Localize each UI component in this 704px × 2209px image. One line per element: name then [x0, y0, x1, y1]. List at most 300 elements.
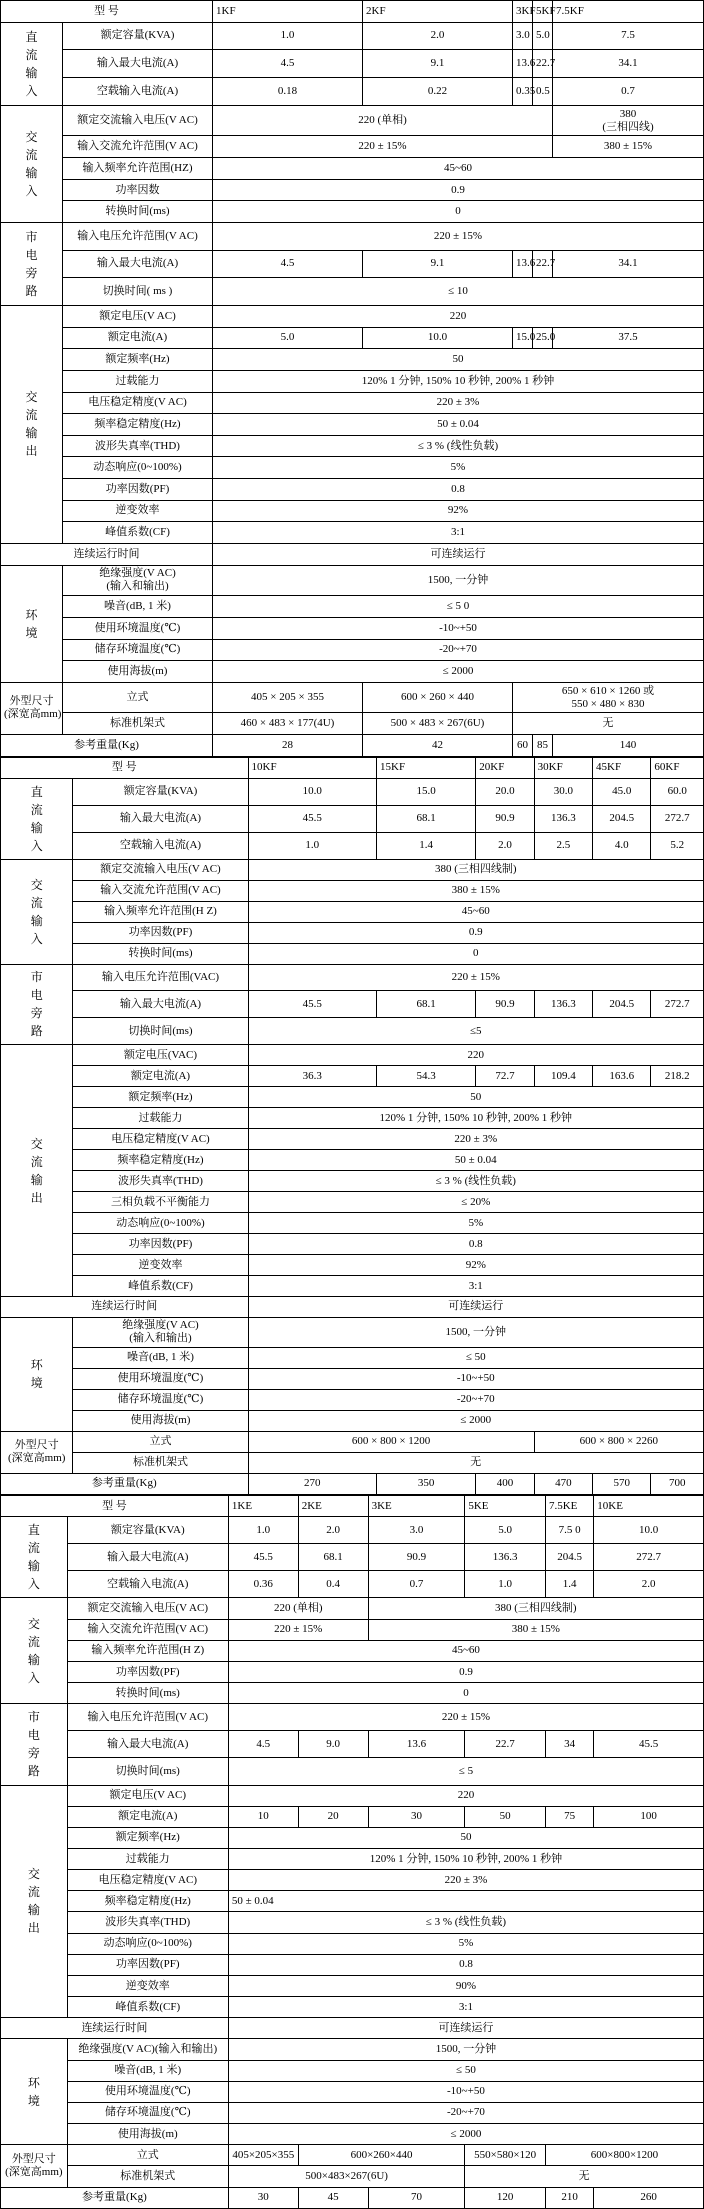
runtime-value: 可连续运行: [228, 2018, 703, 2039]
model-col-header: 7.5KE: [545, 1496, 593, 1517]
value-cell: 1500, 一分钟: [248, 1317, 703, 1347]
value-cell: 1.0: [465, 1571, 546, 1598]
table-row: [1, 2102, 704, 2123]
value-cell: 50: [465, 1806, 546, 1827]
spec-table-t1: [0, 0, 704, 757]
table-row: [1, 859, 704, 880]
param-label: 功率因数(PF): [73, 1234, 248, 1255]
value-cell: 218.2: [651, 1066, 704, 1087]
value-cell: 220 ± 15%: [228, 1619, 368, 1640]
value-cell: 3.0: [368, 1517, 465, 1544]
param-label: 输入最大电流(A): [63, 50, 213, 78]
value-cell: 1.0: [228, 1517, 298, 1544]
model-col-header: 7.5KF: [553, 1, 704, 23]
model-header: 型 号: [1, 758, 249, 779]
value-cell: 4.5: [228, 1731, 298, 1758]
weight-value: 120: [465, 2187, 546, 2209]
table-row: [1, 2166, 704, 2187]
value-cell: -10~+50: [248, 1368, 703, 1389]
table-row: [1, 832, 704, 859]
value-cell: 0.35: [513, 78, 533, 106]
value-cell: 0.22: [363, 78, 513, 106]
table-row: [1, 158, 704, 180]
value-cell: 34.1: [553, 50, 704, 78]
table-row: [1, 778, 704, 805]
param-label: 噪音(dB, 1 米): [73, 1347, 248, 1368]
table-row: [1, 1870, 704, 1891]
ac-output-category: 交 流 输 出: [1, 306, 63, 544]
value-cell: 3:1: [213, 522, 704, 544]
value-cell: 20: [298, 1806, 368, 1827]
param-label: 绝缘强度(V AC) (输入和输出): [73, 1317, 248, 1347]
table-row: [1, 880, 704, 901]
value-cell: 50: [228, 1827, 703, 1848]
param-label: 额定交流输入电压(V AC): [63, 105, 213, 136]
value-cell: 0.9: [248, 922, 703, 943]
value-cell: 550×580×120: [465, 2145, 546, 2166]
weight-value: 70: [368, 2187, 465, 2209]
param-label: 波形失真率(THD): [73, 1171, 248, 1192]
value-cell: 2.0: [594, 1571, 704, 1598]
value-cell: 2.0: [476, 832, 534, 859]
weight-value: 85: [533, 735, 553, 757]
model-col-header: 5KF: [533, 1, 553, 23]
value-cell: 13.6: [513, 50, 533, 78]
param-label: 过载能力: [67, 1849, 228, 1870]
value-cell: 50 ± 0.04: [228, 1891, 703, 1912]
runtime-label: 连续运行时间: [1, 2018, 229, 2039]
param-label: 使用海拔(m): [67, 2124, 228, 2145]
value-cell: 2.0: [298, 1517, 368, 1544]
value-cell: 460 × 483 × 177(4U): [213, 713, 363, 735]
bypass-category: 市 电 旁 路: [1, 222, 63, 305]
table-row: [1, 306, 704, 328]
value-cell: 220 ± 15%: [248, 964, 703, 991]
value-cell: 60.0: [651, 778, 704, 805]
param-label: 电压稳定精度(V AC): [73, 1129, 248, 1150]
table-row: [1, 617, 704, 639]
value-cell: 50 ± 0.04: [248, 1150, 703, 1171]
model-col-header: 30KF: [534, 758, 592, 779]
value-cell: 7.5 0: [545, 1517, 593, 1544]
param-label: 额定电压(V AC): [63, 306, 213, 328]
value-cell: 600×260×440: [298, 2145, 465, 2166]
param-label: 输入交流允许范围(V AC): [67, 1619, 228, 1640]
value-cell: 500 × 483 × 267(6U): [363, 713, 513, 735]
param-label: 额定容量(KVA): [67, 1517, 228, 1544]
model-col-header: 15KF: [377, 758, 476, 779]
param-label: 动态响应(0~100%): [67, 1933, 228, 1954]
param-label: 额定交流输入电压(V AC): [73, 859, 248, 880]
table-row: [1, 500, 704, 522]
table-row: [1, 1975, 704, 1996]
param-label: 功率因数(PF): [67, 1954, 228, 1975]
value-cell: 5%: [228, 1933, 703, 1954]
param-label: 额定交流输入电压(V AC): [67, 1598, 228, 1619]
weight-value: 42: [363, 735, 513, 757]
param-label: 输入最大电流(A): [73, 805, 248, 832]
param-label: 频率稳定精度(Hz): [63, 414, 213, 436]
table-row: [1, 1297, 704, 1318]
dc-input-category: 直 流 输 入: [1, 778, 73, 859]
value-cell: 163.6: [593, 1066, 651, 1087]
value-cell: 600×800×1200: [545, 2145, 703, 2166]
value-cell: 1500, 一分钟: [228, 2039, 703, 2060]
table-row: [1, 1087, 704, 1108]
ac-input-category: 交 流 输 入: [1, 1598, 68, 1704]
value-cell: 0: [228, 1683, 703, 1704]
table-row: [1, 1473, 704, 1494]
param-label: 绝缘强度(V AC) (输入和输出): [63, 565, 213, 596]
value-cell: 45.5: [248, 805, 376, 832]
value-cell: 2.0: [363, 22, 513, 50]
dimension-category: 外型尺寸 (深宽高mm): [1, 682, 63, 734]
value-cell: -20~+70: [213, 639, 704, 661]
value-cell: ≤ 50: [228, 2060, 703, 2081]
param-label: 电压稳定精度(V AC): [63, 392, 213, 414]
value-cell: ≤5: [248, 1018, 703, 1045]
weight-value: 350: [377, 1473, 476, 1494]
table-row: [1, 327, 704, 349]
weight-value: 260: [594, 2187, 704, 2209]
param-label: 使用海拔(m): [73, 1410, 248, 1431]
table-row: [1, 713, 704, 735]
table-row: [1, 435, 704, 457]
weight-label: 参考重量(Kg): [1, 2187, 229, 2209]
value-cell: 0.9: [213, 179, 704, 201]
param-label: 空载输入电流(A): [73, 832, 248, 859]
table-row: [1, 78, 704, 106]
weight-value: 60: [513, 735, 533, 757]
table-row: [1, 1731, 704, 1758]
param-label: 输入交流允许范围(V AC): [63, 136, 213, 158]
value-cell: 204.5: [545, 1544, 593, 1571]
dc-input-category: 直 流 输 入: [1, 22, 63, 105]
table-row: [1, 1347, 704, 1368]
value-cell: 68.1: [377, 805, 476, 832]
weight-value: 570: [593, 1473, 651, 1494]
table-row: [1, 735, 704, 757]
table-row: [1, 1704, 704, 1731]
table-row: [1, 543, 704, 565]
table-row: [1, 639, 704, 661]
value-cell: 272.7: [594, 1544, 704, 1571]
param-label: 输入频率允许范围(H Z): [73, 901, 248, 922]
value-cell: 5%: [248, 1213, 703, 1234]
value-cell: 272.7: [651, 805, 704, 832]
spec-table-t3: [0, 1495, 704, 2209]
param-label: 额定容量(KVA): [63, 22, 213, 50]
value-cell: 220: [228, 1785, 703, 1806]
table-row: [1, 1849, 704, 1870]
table-row: [1, 1683, 704, 1704]
value-cell: 4.0: [593, 832, 651, 859]
param-label: 过载能力: [63, 370, 213, 392]
param-label: 三相负载不平衡能力: [73, 1192, 248, 1213]
weight-value: 270: [248, 1473, 376, 1494]
value-cell: 204.5: [593, 805, 651, 832]
table-row: [1, 1891, 704, 1912]
weight-value: 700: [651, 1473, 704, 1494]
value-cell: 220 ± 15%: [213, 222, 704, 250]
value-cell: ≤ 50: [248, 1347, 703, 1368]
value-cell: 92%: [248, 1255, 703, 1276]
value-cell: 22.7: [465, 1731, 546, 1758]
dimension-category: 外型尺寸 (深宽高mm): [1, 1431, 73, 1473]
table-row: [1, 2081, 704, 2102]
model-col-header: 10KF: [248, 758, 376, 779]
param-label: 额定电流(A): [63, 327, 213, 349]
value-cell: 45.5: [248, 991, 376, 1018]
value-cell: 90.9: [368, 1544, 465, 1571]
value-cell: 90%: [228, 1975, 703, 1996]
table-row: [1, 1598, 704, 1619]
table-row: [1, 1452, 704, 1473]
value-cell: 5.0: [213, 327, 363, 349]
value-cell: 68.1: [298, 1544, 368, 1571]
value-cell: 50: [213, 349, 704, 371]
value-cell: 5.0: [533, 22, 553, 50]
table-row: [1, 1496, 704, 1517]
param-label: 输入交流允许范围(V AC): [73, 880, 248, 901]
value-cell: 4.5: [213, 250, 363, 278]
value-cell: 120% 1 分钟, 150% 10 秒钟, 200% 1 秒钟: [248, 1108, 703, 1129]
table-row: [1, 222, 704, 250]
table-row: [1, 661, 704, 683]
value-cell: 5%: [213, 457, 704, 479]
table-row: [1, 1129, 704, 1150]
value-cell: 90.9: [476, 991, 534, 1018]
value-cell: 7.5: [553, 22, 704, 50]
value-cell: 9.0: [298, 1731, 368, 1758]
param-label: 额定电压(VAC): [73, 1045, 248, 1066]
param-label: 电压稳定精度(V AC): [67, 1870, 228, 1891]
param-label: 储存环境温度(℃): [63, 639, 213, 661]
table-row: [1, 1108, 704, 1129]
environment-category: 环 境: [1, 2039, 68, 2145]
value-cell: ≤ 5 0: [213, 596, 704, 618]
value-cell: 0.36: [228, 1571, 298, 1598]
table-row: [1, 991, 704, 1018]
param-label: 储存环境温度(℃): [73, 1389, 248, 1410]
table-row: [1, 457, 704, 479]
param-label: 动态响应(0~100%): [73, 1213, 248, 1234]
param-label: 逆变效率: [73, 1255, 248, 1276]
model-col-header: 20KF: [476, 758, 534, 779]
table-row: [1, 2145, 704, 2166]
param-label: 切换时间(ms): [67, 1758, 228, 1785]
value-cell: 13.6: [368, 1731, 465, 1758]
table-row: [1, 105, 704, 136]
table-row: [1, 1912, 704, 1933]
value-cell: 500×483×267(6U): [228, 2166, 464, 2187]
value-cell: 220 ± 3%: [213, 392, 704, 414]
table-row: [1, 1018, 704, 1045]
table-row: [1, 2124, 704, 2145]
value-cell: 9.1: [363, 50, 513, 78]
param-label: 储存环境温度(℃): [67, 2102, 228, 2123]
param-label: 功率因数(PF): [67, 1661, 228, 1682]
model-col-header: 3KF: [513, 1, 533, 23]
table-row: [1, 1758, 704, 1785]
value-cell: -20~+70: [228, 2102, 703, 2123]
weight-label: 参考重量(Kg): [1, 1473, 249, 1494]
value-cell: 54.3: [377, 1066, 476, 1087]
table-row: [1, 278, 704, 306]
table-row: [1, 1045, 704, 1066]
value-cell: 0.8: [213, 479, 704, 501]
table-row: [1, 50, 704, 78]
table-row: [1, 1, 704, 23]
table-row: [1, 682, 704, 713]
param-label: 转换时间(ms): [63, 201, 213, 223]
table-row: [1, 565, 704, 596]
param-label: 峰值系数(CF): [67, 1997, 228, 2018]
param-label: 动态响应(0~100%): [63, 457, 213, 479]
value-cell: 10: [228, 1806, 298, 1827]
value-cell: 22.7: [533, 250, 553, 278]
param-label: 立式: [73, 1431, 248, 1452]
table-row: [1, 1827, 704, 1848]
value-cell: 380 (三相四线制): [248, 859, 703, 880]
value-cell: 1.4: [377, 832, 476, 859]
value-cell: 45~60: [248, 901, 703, 922]
table-row: [1, 1410, 704, 1431]
value-cell: 380 (三相四线): [553, 105, 704, 136]
param-label: 功率因数(PF): [73, 922, 248, 943]
value-cell: 13.6: [513, 250, 533, 278]
ac-output-category: 交 流 输 出: [1, 1785, 68, 2018]
runtime-label: 连续运行时间: [1, 543, 213, 565]
value-cell: 136.3: [465, 1544, 546, 1571]
table-row: [1, 392, 704, 414]
value-cell: 无: [513, 713, 704, 735]
value-cell: 1500, 一分钟: [213, 565, 704, 596]
table-row: [1, 2018, 704, 2039]
value-cell: 36.3: [248, 1066, 376, 1087]
param-label: 逆变效率: [63, 500, 213, 522]
value-cell: 220 (单相): [228, 1598, 368, 1619]
value-cell: 无: [465, 2166, 704, 2187]
value-cell: 15.0: [513, 327, 533, 349]
value-cell: 600 × 800 × 2260: [534, 1431, 703, 1452]
table-row: [1, 1431, 704, 1452]
dimension-category: 外型尺寸 (深宽高mm): [1, 2145, 68, 2187]
value-cell: ≤ 2000: [228, 2124, 703, 2145]
value-cell: 2.5: [534, 832, 592, 859]
value-cell: 600 × 260 × 440: [363, 682, 513, 713]
value-cell: 220 ± 3%: [248, 1129, 703, 1150]
value-cell: 0.7: [553, 78, 704, 106]
value-cell: 30.0: [534, 778, 592, 805]
bypass-category: 市 电 旁 路: [1, 964, 73, 1045]
value-cell: 220 ± 3%: [228, 1870, 703, 1891]
value-cell: 109.4: [534, 1066, 592, 1087]
value-cell: 50 ± 0.04: [213, 414, 704, 436]
param-label: 标准机架式: [67, 2166, 228, 2187]
table-row: [1, 2187, 704, 2209]
value-cell: 136.3: [534, 991, 592, 1018]
table-row: [1, 522, 704, 544]
model-col-header: 10KE: [594, 1496, 704, 1517]
table-row: [1, 1234, 704, 1255]
value-cell: 4.5: [213, 50, 363, 78]
param-label: 立式: [67, 2145, 228, 2166]
table-row: [1, 901, 704, 922]
param-label: 输入频率允许范围(H Z): [67, 1640, 228, 1661]
value-cell: 0.8: [228, 1954, 703, 1975]
param-label: 输入最大电流(A): [67, 1544, 228, 1571]
param-label: 额定容量(KVA): [73, 778, 248, 805]
param-label: 转换时间(ms): [67, 1683, 228, 1704]
param-label: 额定频率(Hz): [67, 1827, 228, 1848]
value-cell: 75: [545, 1806, 593, 1827]
ac-input-category: 交 流 输 入: [1, 859, 73, 964]
value-cell: ≤ 20%: [248, 1192, 703, 1213]
value-cell: ≤ 5: [228, 1758, 703, 1785]
table-row: [1, 964, 704, 991]
table-row: [1, 1150, 704, 1171]
param-label: 使用环境温度(℃): [67, 2081, 228, 2102]
model-header: 型 号: [1, 1496, 229, 1517]
table-row: [1, 179, 704, 201]
value-cell: ≤ 3 % (线性负载): [228, 1912, 703, 1933]
model-col-header: 5KE: [465, 1496, 546, 1517]
param-label: 频率稳定精度(Hz): [73, 1150, 248, 1171]
value-cell: 1.0: [213, 22, 363, 50]
table-row: [1, 596, 704, 618]
value-cell: 380 (三相四线制): [368, 1598, 703, 1619]
spec-table-t2: [0, 757, 704, 1495]
value-cell: 37.5: [553, 327, 704, 349]
param-label: 转换时间(ms): [73, 943, 248, 964]
param-label: 功率因数(PF): [63, 479, 213, 501]
weight-value: 210: [545, 2187, 593, 2209]
table-row: [1, 1192, 704, 1213]
value-cell: 3.0: [513, 22, 533, 50]
param-label: 使用环境温度(℃): [73, 1368, 248, 1389]
param-label: 输入电压允许范围(V AC): [67, 1704, 228, 1731]
value-cell: 10.0: [363, 327, 513, 349]
table-row: [1, 479, 704, 501]
value-cell: 25.0: [533, 327, 553, 349]
param-label: 输入电压允许范围(V AC): [63, 222, 213, 250]
value-cell: 272.7: [651, 991, 704, 1018]
param-label: 波形失真率(THD): [67, 1912, 228, 1933]
value-cell: 10.0: [594, 1517, 704, 1544]
param-label: 频率稳定精度(Hz): [67, 1891, 228, 1912]
value-cell: 92%: [213, 500, 704, 522]
table-row: [1, 805, 704, 832]
value-cell: 0.5: [533, 78, 553, 106]
value-cell: 600 × 800 × 1200: [248, 1431, 534, 1452]
value-cell: 0.4: [298, 1571, 368, 1598]
value-cell: 100: [594, 1806, 704, 1827]
table-row: [1, 1997, 704, 2018]
value-cell: 405×205×355: [228, 2145, 298, 2166]
value-cell: 45~60: [228, 1640, 703, 1661]
value-cell: -20~+70: [248, 1389, 703, 1410]
weight-value: 470: [534, 1473, 592, 1494]
param-label: 立式: [63, 682, 213, 713]
value-cell: 3:1: [228, 1997, 703, 2018]
table-row: [1, 1255, 704, 1276]
runtime-value: 可连续运行: [248, 1297, 703, 1318]
table-row: [1, 1317, 704, 1347]
param-label: 峰值系数(CF): [73, 1276, 248, 1297]
value-cell: -10~+50: [228, 2081, 703, 2102]
value-cell: 68.1: [377, 991, 476, 1018]
